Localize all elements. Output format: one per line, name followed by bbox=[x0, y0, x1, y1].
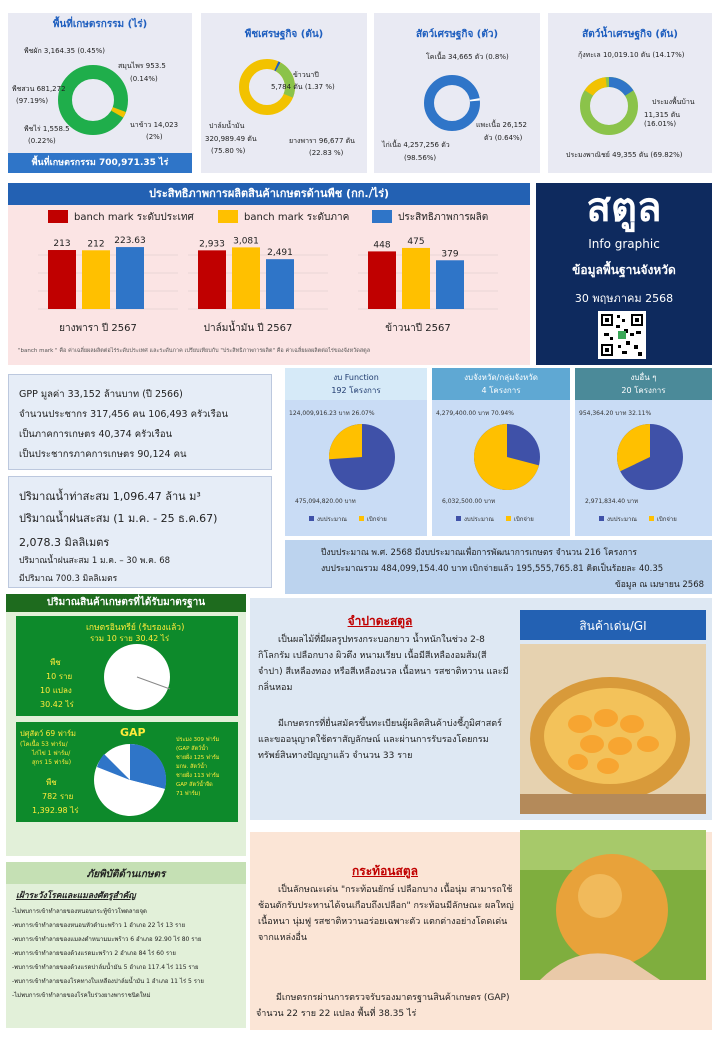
crops-label-5: ยางพารา 96,677 ตัน bbox=[289, 137, 355, 145]
water-line-1: ปริมาณน้ำฝนสะสม (1 ม.ค. - 25 ธ.ค.67) bbox=[19, 512, 218, 525]
header-sub2: ข้อมูลพื้นฐานจังหวัด bbox=[572, 263, 676, 277]
gap-right-2: ชายฝั่ง 125 ฟาร์ม bbox=[176, 755, 220, 761]
water-line-0: ปริมาณน้ำท่าสะสม 1,096.47 ล้าน ม³ bbox=[19, 490, 201, 503]
budget-pie-spent-0 bbox=[329, 424, 362, 459]
aquatic-label-2: 11,315 ตัน (16.01%) bbox=[644, 111, 681, 128]
jampada-p1: เป็นผลไม้ที่มีผลรูปทรงกระบอกยาว น้ำหนักในช่วง 2-8 กิโลกรัม เปลือกบาง ผิวตึง หนามเรียบ เนื้อมีสีเหลืองอมส้ม(สีจำปา) สีเหลืองทอง หรือสีเหลืองนวล เนื้อหนา รสชาติหวาน และมีกลิ่นหอม bbox=[258, 635, 509, 693]
budget-col-header-0 bbox=[285, 368, 427, 400]
crops-label-2: ปาล์มน้ำมัน bbox=[209, 122, 245, 130]
water-line-2: 2,078.3 มิลลิเมตร bbox=[19, 536, 110, 549]
econ-animals-donut bbox=[422, 73, 482, 133]
aquatic-panel bbox=[548, 13, 712, 173]
disaster-item-3: -พบการเข้าทำลายของด้วงแรดมะพร้าว 2 อำเภอ 84 ไร่ 60 ราย bbox=[12, 950, 176, 957]
econ-crops-title: พืชเศรษฐกิจ (ตัน) bbox=[244, 29, 324, 40]
budget-col-sub-1: 4 โครงการ bbox=[481, 386, 521, 395]
crops-label-1: 5,784 ตัน (1.37 %) bbox=[271, 83, 335, 91]
econ-animals-title: สัตว์เศรษฐกิจ (ตัว) bbox=[415, 29, 499, 40]
jampada-fruit-image bbox=[520, 644, 706, 814]
bar-2-1 bbox=[402, 248, 430, 309]
standards-panel bbox=[6, 594, 246, 856]
organic-title: เกษตรอินทรีย์ (รับรองแล้ว) bbox=[86, 623, 185, 633]
budget-col-budget-label-1: 6,032,500.00 บาท bbox=[442, 498, 496, 505]
bar-value-label-2-0: 448 bbox=[373, 240, 391, 251]
budget-pie-1 bbox=[472, 422, 542, 492]
budget-col-legend-1 bbox=[456, 514, 534, 524]
bar-0-2 bbox=[116, 247, 144, 309]
animals-label-0: โคเนื้อ 34,665 ตัว (0.8%) bbox=[426, 53, 509, 61]
disaster-item-1: -พบการเข้าทำลายของหนอนหัวดำมะพร้าว 1 อำเภอ 22 ไร่ 13 ราย bbox=[12, 922, 186, 929]
gap-right-5: GAP สัตว์น้ำจืด bbox=[176, 782, 213, 788]
gap-left-2: ไก่ไข่ 1 ฟาร์ม/ bbox=[32, 750, 71, 757]
kratorn-p3: จำนวน 22 ราย 22 แปลง พื้นที่ 38.35 ไร่ bbox=[256, 1009, 417, 1019]
gap-bottom-0: พืช bbox=[46, 778, 57, 787]
legend-swatch-spent bbox=[649, 516, 654, 521]
organic-item-1: 10 ราย bbox=[46, 672, 73, 681]
budget-summary-2: ข้อมูล ณ เมษายน 2568 bbox=[615, 580, 705, 590]
legend-swatch-0 bbox=[48, 210, 68, 223]
budget-col-title-2: งบอื่น ๆ bbox=[630, 373, 657, 382]
bar-2-2 bbox=[436, 260, 464, 309]
water-panel bbox=[8, 476, 272, 588]
bar-value-label-2-1: 475 bbox=[407, 236, 425, 247]
stat-line-1: จำนวนประชากร 317,456 คน 106,493 ครัวเรือน bbox=[19, 409, 228, 420]
crops-label-4: (75.80 %) bbox=[211, 147, 246, 155]
bar-value-label-1-2: 2,491 bbox=[267, 248, 293, 259]
gap-left-3: สุกร 15 ฟาร์ม) bbox=[32, 759, 72, 766]
budget-col-sub-2: 20 โครงการ bbox=[621, 386, 666, 395]
organic-item-2: 10 แปลง bbox=[40, 686, 72, 695]
disaster-item-5: -พบการเข้าทำลายของโรคทางใบเหลืองปาล์มน้ำมัน 1 อำเภอ 11 ไร่ 5 ราย bbox=[12, 978, 204, 985]
stat-line-3: เป็นประชากรภาคการเกษตร 90,124 คน bbox=[19, 449, 187, 460]
gap-bottom-2: 1,392.98 ไร่ bbox=[32, 806, 79, 815]
aquatic-label-1: ประมงพื้นบ้าน bbox=[652, 98, 695, 106]
legend-swatch-2 bbox=[372, 210, 392, 223]
gap-left-1: (โคเนื้อ 53 ฟาร์ม/ bbox=[20, 741, 68, 748]
qr-code-icon[interactable] bbox=[598, 311, 646, 359]
bar-1-1 bbox=[232, 247, 260, 309]
chart-title-2: ข้าวนาปี 2567 bbox=[385, 323, 451, 334]
kratorn-title: กระท้อนสตูล bbox=[352, 864, 418, 878]
agri-label-3: พืชสวน 681,272 bbox=[12, 85, 66, 93]
bar-value-label-0-0: 213 bbox=[53, 239, 71, 250]
legend-label-0: banch mark ระดับประเทศ bbox=[74, 212, 194, 223]
aquatic-donut bbox=[578, 75, 640, 137]
gap-right-1: (GAP สัตว์น้ำ bbox=[176, 746, 209, 752]
stats-panel bbox=[8, 374, 272, 470]
agri-label-5: พืชไร่ 1,558.5 bbox=[24, 125, 70, 133]
kratorn-panel bbox=[250, 832, 712, 1030]
crops-label-0: ข้าวนาปี bbox=[293, 71, 319, 79]
gap-bottom-1: 782 ราย bbox=[42, 792, 74, 801]
gap-title: GAP bbox=[120, 726, 146, 739]
legend-swatch-spent bbox=[359, 516, 364, 521]
organic-box bbox=[16, 616, 238, 716]
bar-value-label-0-2: 223.63 bbox=[114, 236, 146, 247]
gap-right-0: ประมง 309 ฟาร์ม bbox=[176, 737, 220, 743]
jampada-title: จำปาดะสตูล bbox=[347, 614, 413, 628]
legend-swatch-spent bbox=[506, 516, 511, 521]
budget-col-header-1 bbox=[432, 368, 570, 400]
budget-pie-2 bbox=[615, 422, 685, 492]
econ-animals-panel bbox=[374, 13, 540, 173]
jampada-panel bbox=[250, 598, 712, 820]
legend-swatch-1 bbox=[218, 210, 238, 223]
organic-sub: รวม 10 ราย 30.42 ไร่ bbox=[90, 634, 170, 643]
gap-box bbox=[16, 722, 238, 822]
legend-label-2: ประสิทธิภาพการผลิต bbox=[398, 212, 489, 223]
legend-label-1: banch mark ระดับภาค bbox=[244, 212, 350, 223]
water-line-3: ปริมาณน้ำฝนสะสม 1 ม.ค. – 30 พ.ค. 68 bbox=[19, 556, 171, 566]
gap-left-0: ปศุสัตว์ 69 ฟาร์ม bbox=[20, 729, 76, 738]
productivity-panel bbox=[8, 183, 530, 365]
bar-value-label-1-0: 2,933 bbox=[199, 239, 225, 250]
legend-label-spent: เบิกจ่าย bbox=[366, 516, 387, 523]
disaster-subtitle: เฝ้าระวังโรคและแมลงศัตรูสำคัญ bbox=[16, 891, 136, 901]
agri-label-2: (0.14%) bbox=[130, 75, 158, 83]
budget-col-sub-0: 192 โครงการ bbox=[331, 386, 381, 395]
budget-col-spent-label-0: 124,009,916.23 บาท 26.07% bbox=[289, 410, 375, 417]
animals-label-2: ตัว (0.64%) bbox=[484, 134, 523, 142]
legend-label-spent: เบิกจ่าย bbox=[656, 516, 677, 523]
budget-summary-1: งบประมาณรวม 484,099,154.40 บาท เบิกจ่ายแล้ว 195,555,765.81 คิดเป็นร้อยละ 40.35 bbox=[321, 564, 664, 574]
agri-label-1: สมุนไพร 953.5 bbox=[118, 62, 166, 70]
bar-chart-area bbox=[8, 227, 530, 343]
agri-label-6: (0.22%) bbox=[28, 137, 56, 145]
agri-label-4: (97.19%) bbox=[16, 97, 49, 105]
legend-swatch-budget bbox=[456, 516, 461, 521]
budget-col-header-2 bbox=[575, 368, 712, 400]
agri-total-bar: พื้นที่เกษตรกรรม 700,971.35 ไร่ bbox=[8, 153, 192, 173]
animals-label-1: แพะเนื้อ 26,152 bbox=[476, 121, 527, 129]
bar-0-0 bbox=[48, 250, 76, 309]
budget-col-spent-label-2: 954,364.20 บาท 32.11% bbox=[579, 410, 652, 417]
legend-label-budget: งบประมาณ bbox=[464, 516, 494, 523]
gap-pie bbox=[92, 742, 168, 818]
budget-summary-0: ปีงบประมาณ พ.ศ. 2568 มีงบประมาณเพื่อการพัฒนาการเกษตร จำนวน 216 โครงการ bbox=[321, 548, 637, 558]
organic-pie bbox=[102, 642, 172, 712]
disaster-item-2: -พบการเข้าทำลายของแมลงดำหนามมะพร้าว 6 อำเภอ 92.90 ไร่ 80 ราย bbox=[12, 936, 202, 943]
disaster-item-6: -ไม่พบการเข้าทำลายของโรคใบร่วงยางพาราชนิดใหม่ bbox=[12, 992, 151, 999]
budget-col-2 bbox=[575, 368, 712, 536]
bar-0-1 bbox=[82, 250, 110, 309]
crops-label-3: 320,989.49 ตัน bbox=[205, 135, 257, 143]
crops-label-6: (22.83 %) bbox=[309, 149, 344, 157]
budget-col-1 bbox=[432, 368, 570, 536]
stat-line-2: เป็นภาคการเกษตร 40,374 ครัวเรือน bbox=[19, 429, 173, 440]
kratorn-fruit-image bbox=[520, 830, 706, 980]
kratorn-p1: เป็นลักษณะเด่น "กระท้อนยักษ์ เปลือกบาง เนื้อนุ่ม สามารถใช้ช้อนตักรับประทานได้จนเกือบถึงเปลือก" กระท้อนมีลักษณะ ผลใหญ่ เนื้อหนา นุ่มฟู รสชาติหวานอร่อยเฉพาะตัว แตกต่างอย่างโดดเด่นจากแหล่งอื่น bbox=[258, 885, 514, 943]
animals-label-4: (98.56%) bbox=[404, 154, 437, 162]
water-line-4: มีปริมาณ 700.3 มิลลิเมตร bbox=[19, 574, 118, 584]
budget-pie-0 bbox=[327, 422, 397, 492]
productivity-footnote: "banch mark " คือ ค่าเฉลี่ยผลผลิตต่อไร่ระดับประเทศ และระดับภาค เปรียบเทียบกับ "ประสิทธิภาพการผลิต" คือ ค่าเฉลี่ยผลผลิตต่อไร่ของจังหวัดสตูล bbox=[18, 348, 371, 354]
budget-col-0 bbox=[285, 368, 427, 536]
province-header bbox=[536, 183, 712, 365]
header-sub1: Info graphic bbox=[588, 237, 660, 251]
province-name: สตูล bbox=[586, 185, 662, 231]
budget-col-legend-0 bbox=[309, 514, 387, 524]
budget-area bbox=[285, 368, 712, 568]
aquatic-label-3: ประมงพาณิชย์ 49,355 ตัน (69.82%) bbox=[566, 151, 683, 159]
budget-col-title-1: งบจังหวัด/กลุ่มจังหวัด bbox=[464, 373, 538, 382]
gap-right-3: มกษ. สัตว์น้ำ bbox=[176, 764, 207, 770]
animals-label-3: ไก่เนื้อ 4,257,256 ตัว bbox=[382, 141, 450, 149]
jampada-p2: มีเกษตรกรที่ยื่นสมัครขึ้นทะเบียนผู้ผลิตสินค้าบ่งชี้ภูมิศาสตร์และขออนุญาตใช้ตราสัญลักษณ์ และผ่านการรับรองโดยกรมทรัพย์สินทางปัญญาแล้ว จำนวน 33 ราย bbox=[258, 719, 502, 761]
disaster-item-4: -พบการเข้าทำลายของด้วงแรดปาล์มน้ำมัน 5 อำเภอ 117.4 ไร่ 115 ราย bbox=[12, 964, 199, 971]
budget-col-spent-label-1: 4,279,400.00 บาท 70.94% bbox=[436, 410, 514, 417]
chart-title-0: ยางพารา ปี 2567 bbox=[59, 323, 137, 334]
chart-title-1: ปาล์มน้ำมัน ปี 2567 bbox=[203, 323, 293, 334]
gi-title: สินค้าเด่น/GI bbox=[579, 619, 647, 633]
legend-label-budget: งบประมาณ bbox=[317, 516, 347, 523]
agri-label-0: พืชผัก 3,164.35 (0.45%) bbox=[24, 47, 106, 55]
bar-1-0 bbox=[198, 250, 226, 309]
bar-1-2 bbox=[266, 259, 294, 309]
disaster-panel bbox=[6, 862, 246, 1028]
bar-2-0 bbox=[368, 251, 396, 309]
aquatic-title: สัตว์น้ำเศรษฐกิจ (ตัน) bbox=[582, 29, 678, 40]
legend-swatch-budget bbox=[599, 516, 604, 521]
gap-right-6: 71 ฟาร์ม) bbox=[176, 791, 201, 797]
budget-summary bbox=[285, 540, 712, 594]
budget-col-legend-2 bbox=[599, 514, 677, 524]
bar-charts-svg bbox=[8, 227, 530, 343]
econ-crops-panel bbox=[201, 13, 367, 173]
standards-title: ปริมาณสินค้าเกษตรที่ได้รับมาตรฐาน bbox=[6, 594, 246, 612]
organic-item-0: พืช bbox=[50, 658, 61, 667]
bar-value-label-1-1: 3,081 bbox=[233, 236, 259, 247]
agri-label-7: นาข้าว 14,023 bbox=[130, 121, 179, 129]
legend bbox=[48, 209, 528, 225]
kratorn-p2: มีเกษตรกรผ่านการตรวจรับรองมาตรฐานสินค้าเกษตร (GAP) bbox=[276, 993, 510, 1003]
legend-label-budget: งบประมาณ bbox=[607, 516, 637, 523]
aquatic-label-0: กุ้งทะเล 10,019.10 ตัน (14.17%) bbox=[578, 51, 685, 59]
disaster-title: ภัยพิบัติด้านเกษตร bbox=[86, 869, 166, 880]
budget-col-budget-label-2: 2,971,834.40 บาท bbox=[585, 498, 639, 505]
organic-item-3: 30.42 ไร่ bbox=[40, 700, 74, 709]
legend-swatch-budget bbox=[309, 516, 314, 521]
legend-label-spent: เบิกจ่าย bbox=[513, 516, 534, 523]
agri-label-8: (2%) bbox=[146, 133, 163, 141]
agri-area-panel bbox=[8, 13, 192, 173]
gap-right-4: ชายฝั่ง 113 ฟาร์ม bbox=[176, 773, 220, 779]
header-date: 30 พฤษภาคม 2568 bbox=[574, 292, 674, 305]
productivity-title: ประสิทธิภาพการผลิตสินค้าเกษตรด้านพืช (กก./ไร่) bbox=[8, 183, 530, 205]
disaster-item-0: -ไม่พบการเข้าทำลายของหนอนกระทู้ข้าวโพดลายจุด bbox=[12, 908, 147, 915]
agri-area-title: พื้นที่เกษตรกรรม (ไร่) bbox=[52, 19, 148, 30]
budget-col-budget-label-0: 475,094,820.00 บาท bbox=[295, 498, 356, 505]
bar-value-label-2-2: 379 bbox=[441, 249, 459, 260]
budget-col-title-0: งบ Function bbox=[333, 373, 379, 382]
stat-line-0: GPP มูลค่า 33,152 ล้านบาท (ปี 2566) bbox=[19, 389, 183, 400]
bar-value-label-0-1: 212 bbox=[87, 239, 105, 250]
